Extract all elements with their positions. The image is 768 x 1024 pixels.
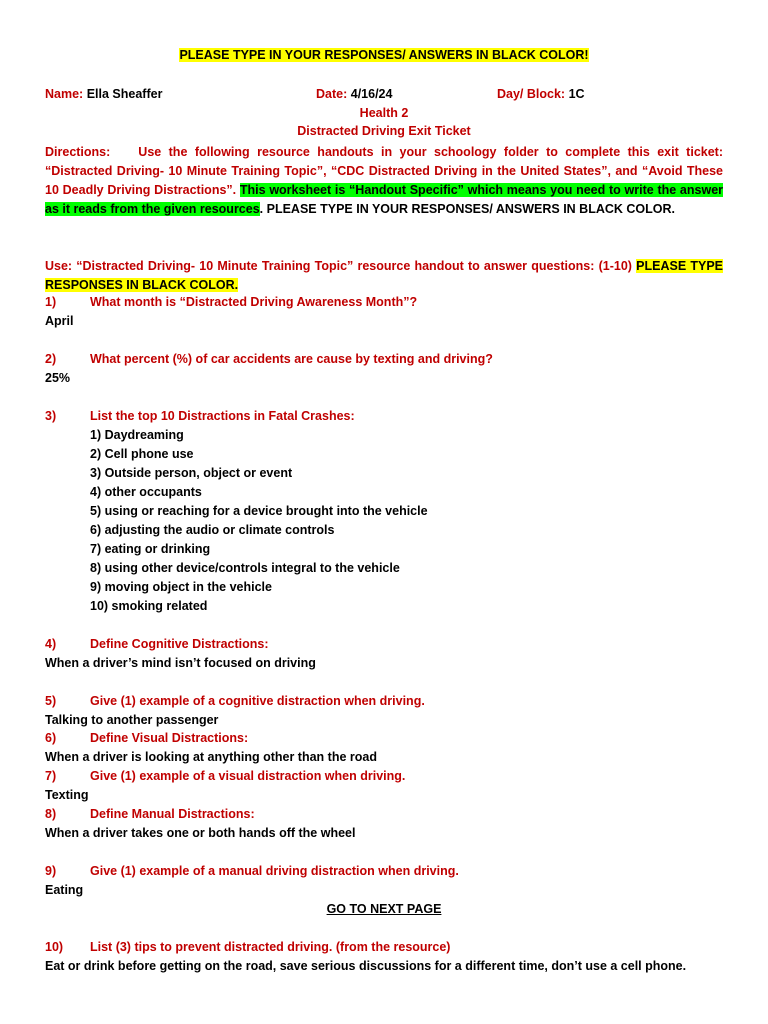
directions-black-text: . PLEASE TYPE IN YOUR RESPONSES/ ANSWERS IN BLACK COLOR.	[259, 202, 676, 216]
question-8	[45, 807, 255, 821]
directions-text: Use the following resource handouts in your schoology folder to complete this exit ticket: “Distracted Driving- 10 Minute Training Topic”, “CDC Distracted Driving in the United States”, and “Avoid These 10 Deadly Driving Distractions”.	[45, 145, 723, 197]
question-3	[45, 409, 355, 423]
question-2	[45, 352, 493, 366]
question-number: 9)	[45, 864, 57, 878]
block-label: Day/ Block:	[497, 87, 566, 101]
directions-paragraph	[45, 143, 723, 219]
use-highlight: PLEASE TYPE RESPONSES IN BLACK COLOR.	[45, 259, 723, 292]
question-4	[45, 637, 269, 651]
answer-9[interactable]: Eating	[45, 883, 84, 897]
answer-5[interactable]: Talking to another passenger	[45, 713, 219, 727]
course-name: Health 2	[359, 106, 409, 120]
list-item[interactable]: 7) eating or drinking	[90, 542, 211, 556]
list-item[interactable]: 6) adjusting the audio or climate controls	[90, 523, 335, 537]
block-value[interactable]: 1C	[568, 87, 585, 101]
question-text: Define Manual Distractions:	[90, 807, 255, 821]
date-value[interactable]: 4/16/24	[350, 87, 393, 101]
question-7	[45, 769, 405, 783]
answer-6[interactable]: When a driver is looking at anything other than the road	[45, 750, 377, 764]
block-row	[497, 87, 585, 101]
use-text: Use: “Distracted Driving- 10 Minute Training Topic” resource handout to answer questions: (1-10)	[45, 259, 632, 273]
name-value[interactable]: Ella Sheaffer	[86, 87, 163, 101]
directions-highlight: This worksheet is “Handout Specific” which means you need to write the answer as it reads from the given resources	[45, 183, 724, 216]
question-text: What month is “Distracted Driving Awareness Month”?	[90, 295, 418, 309]
list-item[interactable]: 2) Cell phone use	[90, 447, 194, 461]
list-item[interactable]: 4) other occupants	[90, 485, 202, 499]
question-number: 10)	[45, 940, 64, 954]
list-item[interactable]: 1) Daydreaming	[90, 428, 184, 442]
list-item[interactable]: 5) using or reaching for a device brought into the vehicle	[90, 504, 428, 518]
question-text: What percent (%) of car accidents are cause by texting and driving?	[90, 352, 493, 366]
question-number: 5)	[45, 694, 57, 708]
list-item[interactable]: 9) moving object in the vehicle	[90, 580, 272, 594]
question-number: 2)	[45, 352, 57, 366]
answer-8[interactable]: When a driver takes one or both hands off the wheel	[45, 826, 356, 840]
name-row	[45, 87, 162, 101]
name-label: Name:	[45, 87, 84, 101]
list-item[interactable]: 10) smoking related	[90, 599, 208, 613]
date-row	[316, 87, 392, 101]
answer-4[interactable]: When a driver’s mind isn’t focused on driving	[45, 656, 316, 670]
question-text: Give (1) example of a manual driving distraction when driving.	[90, 864, 459, 878]
question-6	[45, 731, 248, 745]
question-number: 7)	[45, 769, 57, 783]
instruction-banner	[45, 48, 723, 62]
question-number: 4)	[45, 637, 57, 651]
question-1	[45, 295, 417, 309]
question-10	[45, 940, 450, 954]
question-number: 1)	[45, 295, 57, 309]
question-number: 3)	[45, 409, 57, 423]
answer-1[interactable]: April	[45, 314, 74, 328]
question-number: 8)	[45, 807, 57, 821]
list-item[interactable]: 3) Outside person, object or event	[90, 466, 293, 480]
question-9	[45, 864, 459, 878]
question-text: List (3) tips to prevent distracted driving. (from the resource)	[90, 940, 451, 954]
banner-text: PLEASE TYPE IN YOUR RESPONSES/ ANSWERS IN BLACK COLOR!	[179, 48, 589, 62]
list-item[interactable]: 8) using other device/controls integral to the vehicle	[90, 561, 400, 575]
answer-10[interactable]: Eat or drink before getting on the road, save serious discussions for a different time, don’t use a cell phone.	[45, 959, 687, 973]
answer-7[interactable]: Texting	[45, 788, 89, 802]
question-text: Give (1) example of a visual distraction when driving.	[90, 769, 406, 783]
next-page-text: GO TO NEXT PAGE	[326, 902, 442, 916]
question-number: 6)	[45, 731, 57, 745]
question-text: Define Cognitive Distractions:	[90, 637, 269, 651]
use-instructions	[45, 257, 723, 295]
date-label: Date:	[316, 87, 348, 101]
question-5	[45, 694, 425, 708]
question-text: Give (1) example of a cognitive distraction when driving.	[90, 694, 425, 708]
answer-2[interactable]: 25%	[45, 371, 71, 385]
question-text: Define Visual Distractions:	[90, 731, 249, 745]
next-page-notice	[45, 902, 723, 916]
page-title: Distracted Driving Exit Ticket	[297, 124, 471, 138]
question-text: List the top 10 Distractions in Fatal Crashes:	[90, 409, 355, 423]
directions-label: Directions:	[45, 145, 111, 159]
